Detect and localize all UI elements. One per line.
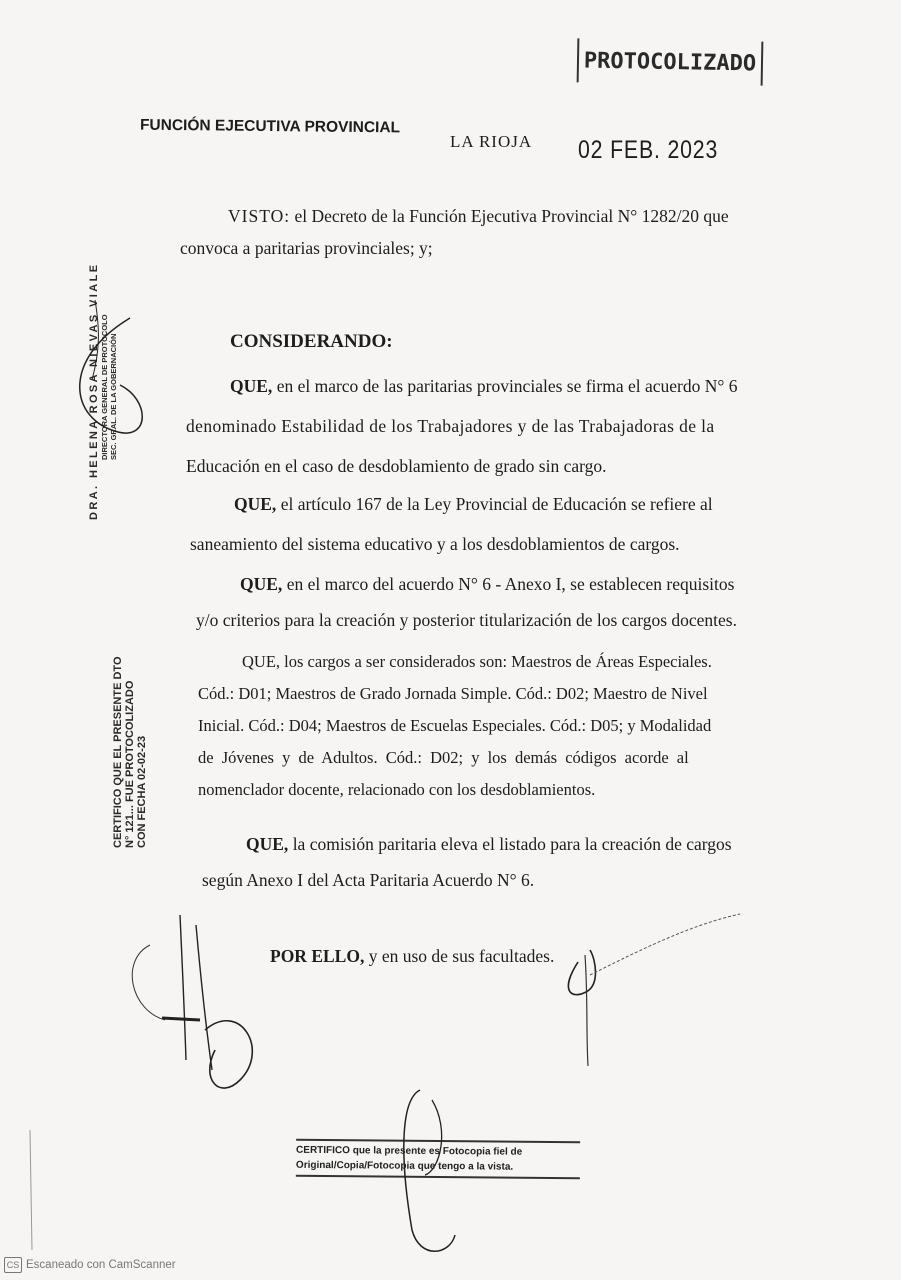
date-label: 02 FEB. 2023 bbox=[578, 136, 719, 164]
paragraph-line: la comisión paritaria eleva el listado para la creación de cargos bbox=[292, 834, 732, 854]
protocol-certification-stamp bbox=[112, 656, 148, 848]
paragraph-line: de Jóvenes y de Adultos. Cód.: D02; y los demás códigos acorde al bbox=[198, 748, 689, 767]
paragraph-line: nomenclador docente, relacionado con los desdoblamientos. bbox=[198, 780, 596, 799]
protocolizado-stamp: PROTOCOLIZADO bbox=[577, 38, 764, 85]
paragraph-line: Cód.: D01; Maestros de Grado Jornada Simple. Cód.: D02; Maestro de Nivel bbox=[198, 684, 708, 703]
que-lead: QUE, bbox=[230, 376, 273, 396]
bottom-stamp-line: CERTIFICO que la presente es Fotocopia fiel de bbox=[296, 1144, 523, 1158]
camscanner-logo-icon: CS bbox=[4, 1257, 22, 1273]
director-side-stamp bbox=[88, 263, 118, 520]
considerando-paragraph-4 bbox=[198, 646, 733, 806]
side-stamp-line: CERTIFICO QUE EL PRESENTE DTO bbox=[112, 656, 124, 848]
side-stamp-line: DRA. HELENA ROSA NIEVAS VIALE bbox=[88, 262, 100, 520]
photocopy-certification-stamp bbox=[296, 1139, 580, 1179]
visto-line-2: convoca a paritarias provinciales; y; bbox=[180, 238, 433, 258]
que-lead: QUE, bbox=[246, 834, 289, 854]
considerando-title: CONSIDERANDO: bbox=[230, 331, 393, 352]
considerando-paragraph-1 bbox=[186, 366, 738, 486]
paragraph-line: denominado Estabilidad de los Trabajadores y de las Trabajadoras de la bbox=[186, 416, 715, 436]
que-lead: QUE, bbox=[242, 652, 281, 671]
paragraph-line: Educación en el caso de desdoblamiento de grado sin cargo. bbox=[186, 456, 607, 476]
que-lead: QUE, bbox=[240, 574, 283, 594]
side-stamp-line: CON FECHA 02-02-23 bbox=[136, 735, 148, 848]
paragraph-line: los cargos a ser considerados son: Maestros de Áreas Especiales. bbox=[284, 652, 712, 671]
paragraph-line: en el marco de las paritarias provinciales se firma el acuerdo N° 6 bbox=[276, 376, 738, 396]
paragraph-line: Inicial. Cód.: D04; Maestros de Escuelas Especiales. Cód.: D05; y Modalidad bbox=[198, 716, 712, 735]
considerando-paragraph-3 bbox=[196, 564, 737, 640]
paragraph-line: y/o criterios para la creación y posterior titularización de los cargos docentes. bbox=[196, 610, 737, 630]
paragraph-line: el artículo 167 de la Ley Provincial de Educación se refiere al bbox=[280, 494, 713, 514]
visto-paragraph bbox=[180, 196, 730, 268]
city-label: LA RIOJA bbox=[450, 132, 533, 151]
por-ello-lead: POR ELLO, bbox=[270, 946, 365, 966]
paragraph-line: saneamiento del sistema educativo y a los desdoblamientos de cargos. bbox=[190, 534, 680, 554]
bottom-stamp-line: Original/Copia/Fotocopia que tengo a la vista. bbox=[295, 1159, 514, 1173]
considerando-paragraph-2 bbox=[190, 484, 730, 564]
paragraph-line: según Anexo I del Acta Paritaria Acuerdo N° 6. bbox=[202, 870, 535, 890]
considerando-paragraph-5 bbox=[202, 826, 732, 898]
issuer-heading: FUNCIÓN EJECUTIVA PROVINCIAL bbox=[139, 116, 401, 137]
paragraph-line: en el marco del acuerdo N° 6 - Anexo I, se establecen requisitos bbox=[286, 574, 735, 594]
camscanner-watermark bbox=[4, 1257, 176, 1273]
side-stamp-line: DIRECTORA GENERAL DE PROTOCOLO bbox=[100, 314, 109, 460]
por-ello-text: y en uso de sus facultades. bbox=[368, 946, 555, 966]
side-stamp-line: SEC. GRAL. DE LA GOBERNACIÓN bbox=[109, 333, 118, 460]
camscanner-label: Escaneado con CamScanner bbox=[26, 1259, 176, 1271]
que-lead: QUE, bbox=[234, 494, 277, 514]
visto-label: VISTO: bbox=[228, 206, 291, 226]
side-stamp-line: N° 121... FUE PROTOCOLIZADO bbox=[124, 680, 136, 848]
visto-line-1: el Decreto de la Función Ejecutiva Provincial N° 1282/20 que bbox=[294, 206, 729, 226]
por-ello-paragraph bbox=[270, 936, 554, 976]
